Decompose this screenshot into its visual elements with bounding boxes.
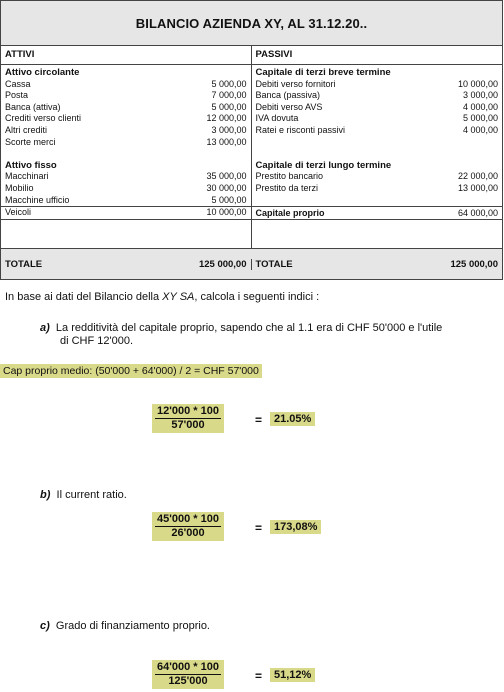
row-value: 3 000,00 xyxy=(462,90,498,101)
row-value: 7 000,00 xyxy=(211,90,247,101)
fraction-b xyxy=(152,512,224,541)
row-value: 5 000,00 xyxy=(211,78,247,89)
question-letter: c) xyxy=(40,620,50,632)
total-label: TOTALE xyxy=(5,258,43,270)
cap-proprio-medio: Cap proprio medio: (50'000 + 64'000) / 2 = CHF 57'000 xyxy=(0,364,262,378)
result-c: 51,12% xyxy=(270,668,315,682)
totals-row xyxy=(1,248,502,279)
question-a-line2: di CHF 12'000. xyxy=(60,335,134,347)
question-a-line1: La redditività del capitale proprio, sapendo che al 1.1 era di CHF 50'000 e l'utile xyxy=(55,322,443,334)
fraction-numerator: 64'000 * 100 xyxy=(157,661,219,673)
capitale-proprio-row xyxy=(252,206,503,220)
intro-text xyxy=(5,291,319,303)
spacer xyxy=(1,148,251,160)
fraction-numerator: 12'000 * 100 xyxy=(157,405,219,417)
row-label: Scorte merci xyxy=(5,136,56,147)
row-label: Prestito da terzi xyxy=(255,182,319,193)
passivi-column xyxy=(252,46,503,248)
lungo-title: Capitale di terzi lungo termine xyxy=(255,159,392,171)
intro-after: , calcola i seguenti indici : xyxy=(194,291,320,303)
row-label: Banca (attiva) xyxy=(5,101,61,112)
balance-columns xyxy=(1,46,502,248)
row-label: Posta xyxy=(5,90,29,101)
passivi-total xyxy=(252,259,503,270)
question-b xyxy=(40,489,127,501)
row-label: Ratei e risconti passivi xyxy=(255,124,346,135)
row-label: Altri crediti xyxy=(5,124,48,135)
table-row xyxy=(252,79,503,91)
spacer xyxy=(252,195,503,207)
intro-before: In base ai dati del Bilancio della xyxy=(5,291,163,303)
row-value: 3 000,00 xyxy=(211,124,247,135)
row-value: 12 000,00 xyxy=(206,113,247,124)
circolante-title: Attivo circolante xyxy=(5,67,80,78)
row-value: 5 000,00 xyxy=(211,101,247,112)
row-label: Debiti verso AVS xyxy=(255,101,323,112)
row-value: 30 000,00 xyxy=(206,182,247,193)
attivi-body xyxy=(1,65,251,248)
total-label: TOTALE xyxy=(255,258,293,270)
balance-sheet-title: BILANCIO AZIENDA XY, AL 31.12.20.. xyxy=(1,1,502,46)
row-value: 10 000,00 xyxy=(457,78,498,89)
spacer xyxy=(252,137,503,149)
table-row xyxy=(1,125,251,137)
table-row xyxy=(1,195,251,207)
result-b: 173,08% xyxy=(270,520,321,534)
row-label: Macchinari xyxy=(5,171,49,182)
table-row xyxy=(252,90,503,102)
row-value: 13 000,00 xyxy=(457,182,498,193)
question-c xyxy=(40,620,210,632)
row-label: Banca (passiva) xyxy=(255,90,321,101)
attivi-column xyxy=(1,46,252,248)
table-row xyxy=(1,113,251,125)
equals-sign: = xyxy=(255,669,263,683)
fraction-numerator: 45'000 * 100 xyxy=(157,513,219,525)
table-row xyxy=(1,206,251,220)
breve-title: Capitale di terzi breve termine xyxy=(255,67,391,78)
table-row xyxy=(252,125,503,137)
row-label: Mobilio xyxy=(5,182,34,193)
fraction-denominator: 57'000 xyxy=(171,419,205,431)
balance-sheet xyxy=(0,0,503,280)
row-label: Crediti verso clienti xyxy=(5,113,82,124)
table-row xyxy=(1,90,251,102)
fraction-a xyxy=(152,404,224,433)
passivi-header: PASSIVI xyxy=(252,46,503,65)
row-label: Capitale proprio xyxy=(255,208,325,219)
result-a: 21.05% xyxy=(270,412,315,426)
row-value: 4 000,00 xyxy=(462,124,498,135)
question-letter: b) xyxy=(40,489,51,501)
table-row xyxy=(1,102,251,114)
fraction-c xyxy=(152,660,224,689)
fraction-denominator: 26'000 xyxy=(171,527,205,539)
row-label: Veicoli xyxy=(5,207,32,218)
table-row xyxy=(1,137,251,149)
row-value: 13 000,00 xyxy=(206,136,247,147)
attivi-total xyxy=(1,259,252,270)
row-label: Macchine ufficio xyxy=(5,194,70,205)
question-b-text: Il current ratio. xyxy=(56,489,127,501)
row-label: Debiti verso fornitori xyxy=(255,78,336,89)
table-row xyxy=(1,171,251,183)
table-row xyxy=(1,183,251,195)
row-value: 5 000,00 xyxy=(462,113,498,124)
row-label: IVA dovuta xyxy=(255,113,299,124)
passivi-body xyxy=(252,65,503,248)
row-value: 5 000,00 xyxy=(211,194,247,205)
total-value: 125 000,00 xyxy=(198,258,247,270)
table-row xyxy=(252,113,503,125)
row-value: 35 000,00 xyxy=(206,171,247,182)
equals-sign: = xyxy=(255,413,263,427)
total-value: 125 000,00 xyxy=(450,258,498,270)
table-row xyxy=(252,102,503,114)
attivi-header: ATTIVI xyxy=(1,46,251,65)
question-c-text: Grado di finanziamento proprio. xyxy=(55,620,210,632)
table-row xyxy=(252,183,503,195)
intro-company: XY SA xyxy=(162,291,195,303)
table-row xyxy=(252,171,503,183)
equals-sign: = xyxy=(255,521,263,535)
row-value: 64 000,00 xyxy=(457,208,498,219)
row-value: 10 000,00 xyxy=(206,207,247,218)
row-label: Prestito bancario xyxy=(255,171,324,182)
question-a xyxy=(40,322,442,334)
table-row xyxy=(1,79,251,91)
spacer xyxy=(252,148,503,160)
fraction-denominator: 125'000 xyxy=(168,675,208,687)
row-label: Cassa xyxy=(5,78,31,89)
row-value: 4 000,00 xyxy=(462,101,498,112)
row-value: 22 000,00 xyxy=(457,171,498,182)
question-letter: a) xyxy=(40,322,50,334)
fisso-title: Attivo fisso xyxy=(5,159,57,171)
